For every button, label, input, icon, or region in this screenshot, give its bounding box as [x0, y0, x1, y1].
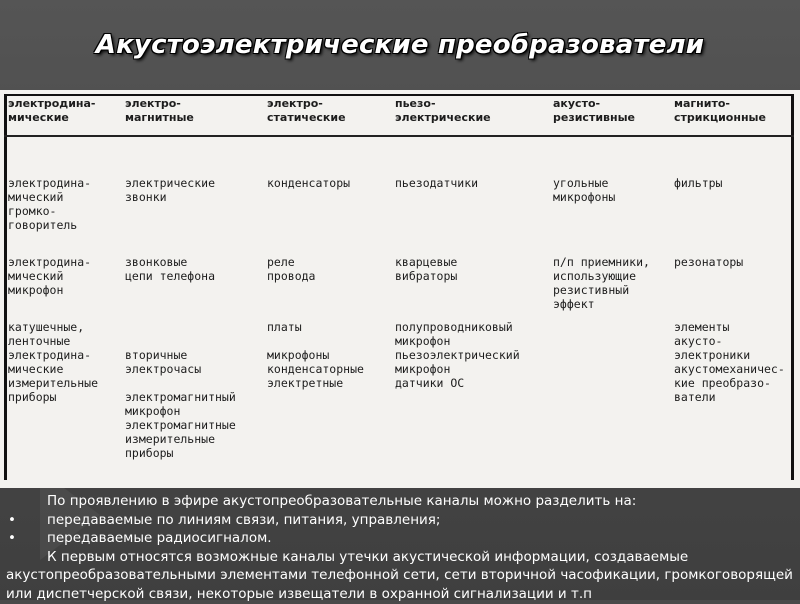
table-header-cell: электро- магнитные [125, 97, 194, 124]
table-cell: п/п приемники, использующие резистивный эффект [553, 255, 650, 311]
table-cell: электрические звонки [125, 176, 216, 204]
table-cell: фильтры [674, 176, 723, 190]
scanned-table [0, 90, 800, 488]
slide-title: Акустоэлектрические преобразователи [95, 30, 705, 60]
table-cell: угольные микрофоны [553, 176, 616, 204]
table-header-cell: акусто- резистивные [553, 97, 636, 124]
table-header-rule [4, 135, 794, 137]
paragraph-line: или диспетчерской связи, некоторые извещатели в охранной сигнализации и т.п [6, 586, 592, 602]
bullet-item: передаваемые по линиям связи, питания, управления; [47, 511, 441, 528]
table-header-cell: пьезо- электрические [395, 97, 491, 124]
table-cell: резонаторы [674, 255, 744, 269]
table-cell: пьезодатчики [395, 176, 479, 190]
table-cell: конденсаторы [267, 176, 351, 190]
table-header-cell: электро- статические [267, 97, 346, 124]
table-header-cell: магнито- стрикционные [674, 97, 766, 124]
body-text [0, 492, 800, 600]
table-cell: платы микрофоны конденсаторные электретные [267, 320, 364, 390]
table-cell: электродина- мический громко- говоритель [8, 176, 92, 232]
table-cell: вторичные электрочасы электромагнитный микрофон электромагнитные измерительные приборы [125, 348, 236, 460]
table-cell: катушечные, ленточные электродина- мические измерительные приборы [8, 320, 99, 404]
bullet-item: передаваемые радиосигналом. [47, 530, 272, 547]
bullet-icon: • [8, 511, 16, 528]
table-cell: кварцевые вибраторы [395, 255, 458, 283]
table-cell: электродина- мический микрофон [8, 255, 92, 297]
table-cell: звонковые цепи телефона [125, 255, 216, 283]
table-cell: элементы акусто- электроники акустомеханичес- кие преобразо- ватели [674, 320, 785, 404]
table-frame [4, 94, 794, 480]
intro-line: По проявлению в эфире акустопреобразовательные каналы можно разделить на: [47, 493, 637, 509]
paragraph-line: К первым относятся возможные каналы утечки акустической информации, создаваемые [47, 548, 689, 565]
table-header-cell: электродина- мические [8, 97, 96, 124]
bullet-icon: • [8, 530, 16, 547]
table-cell: полупроводниковый микрофон пьезоэлектрический микрофон датчики ОС [395, 320, 520, 390]
table-cell: реле провода [267, 255, 316, 283]
paragraph-line: акустопреобразовательными элементами телефонной сети, сети вторичной часофикации, громкоговорящей [6, 567, 793, 584]
